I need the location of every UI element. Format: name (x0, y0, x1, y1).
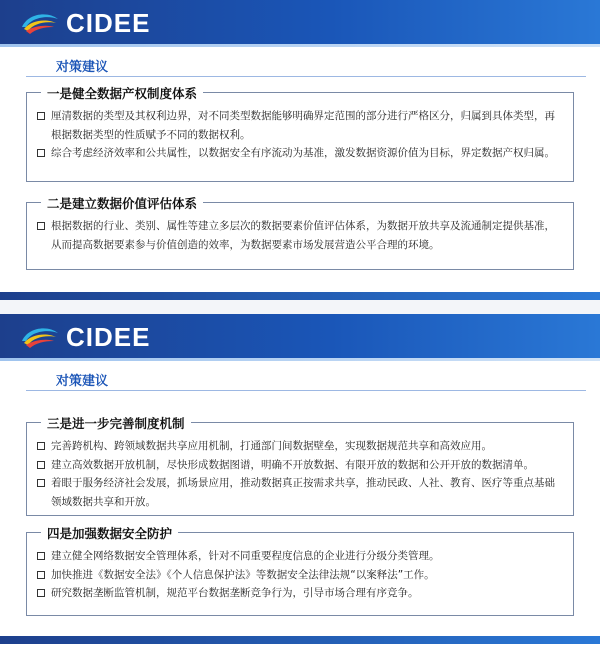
logo-text: CIDEE (66, 321, 151, 352)
footer-bar (0, 292, 600, 300)
checkbox-square-icon (37, 571, 45, 579)
bullet-list (27, 533, 573, 609)
checkbox-square-icon (37, 112, 45, 120)
box-heading: 二是建立数据价值评估体系 (41, 194, 203, 212)
checkbox-square-icon (37, 461, 45, 469)
checkbox-square-icon (37, 442, 45, 450)
footer-bar (0, 636, 600, 644)
section-title: 对策建议 (56, 60, 109, 75)
checkbox-square-icon (37, 149, 45, 157)
checkbox-square-icon (37, 222, 45, 230)
swirl-logo-icon (20, 323, 60, 351)
section-divider (26, 390, 586, 391)
swirl-logo-icon (20, 9, 60, 37)
list-item: 加快推进《数据安全法》《个人信息保护法》等数据安全法律法规“以案释法”工作。 (37, 566, 563, 585)
section-divider (26, 76, 586, 77)
section-title: 对策建议 (56, 374, 109, 389)
list-item: 综合考虑经济效率和公共属性，以数据安全有序流动为基准，激发数据资源价值为目标，界定数据产权归属。 (37, 144, 563, 163)
list-item: 厘清数据的类型及其权利边界，对不同类型数据能够明确界定范围的部分进行严格区分，归属到具体类型，再根据数据类型的性质赋予不同的数据权利。 (37, 107, 563, 144)
bullet-list (27, 423, 573, 517)
header-bar (0, 0, 600, 44)
cidee-logo (20, 7, 150, 39)
checkbox-square-icon (37, 479, 45, 487)
bullet-list (27, 93, 573, 169)
list-item: 建立健全网络数据安全管理体系，针对不同重要程度信息的企业进行分级分类管理。 (37, 547, 563, 566)
policy-box-2 (26, 196, 574, 270)
box-heading: 三是进一步完善制度机制 (41, 414, 191, 432)
policy-box-3 (26, 416, 574, 516)
policy-box-4 (26, 526, 574, 616)
list-item: 研究数据垄断监管机制，规范平台数据垄断竞争行为，引导市场合理有序竞争。 (37, 584, 563, 603)
header-bar (0, 314, 600, 358)
logo-text: CIDEE (66, 7, 151, 38)
checkbox-square-icon (37, 589, 45, 597)
list-item: 完善跨机构、跨领域数据共享应用机制，打通部门间数据壁垒，实现数据规范共享和高效应用。 (37, 437, 563, 456)
box-heading: 一是健全数据产权制度体系 (41, 84, 203, 102)
policy-box-1 (26, 86, 574, 182)
slide-2 (0, 314, 600, 646)
cidee-logo (20, 321, 150, 353)
checkbox-square-icon (37, 552, 45, 560)
slide-1 (0, 0, 600, 300)
slide-separator (0, 300, 600, 314)
list-item: 建立高效数据开放机制，尽快形成数据图谱，明确不开放数据、有限开放的数据和公开开放的数据清单。 (37, 456, 563, 475)
box-heading: 四是加强数据安全防护 (41, 524, 178, 542)
list-item: 着眼于服务经济社会发展，抓场景应用，推动数据真正按需求共享，推动民政、人社、教育、医疗等重点基础领域数据共享和开放。 (37, 474, 563, 511)
list-item: 根据数据的行业、类别、属性等建立多层次的数据要素价值评估体系，为数据开放共享及流通制定提供基准，从而提高数据要素参与价值创造的效率，为数据要素市场发展营造公平合理的环境。 (37, 217, 563, 254)
